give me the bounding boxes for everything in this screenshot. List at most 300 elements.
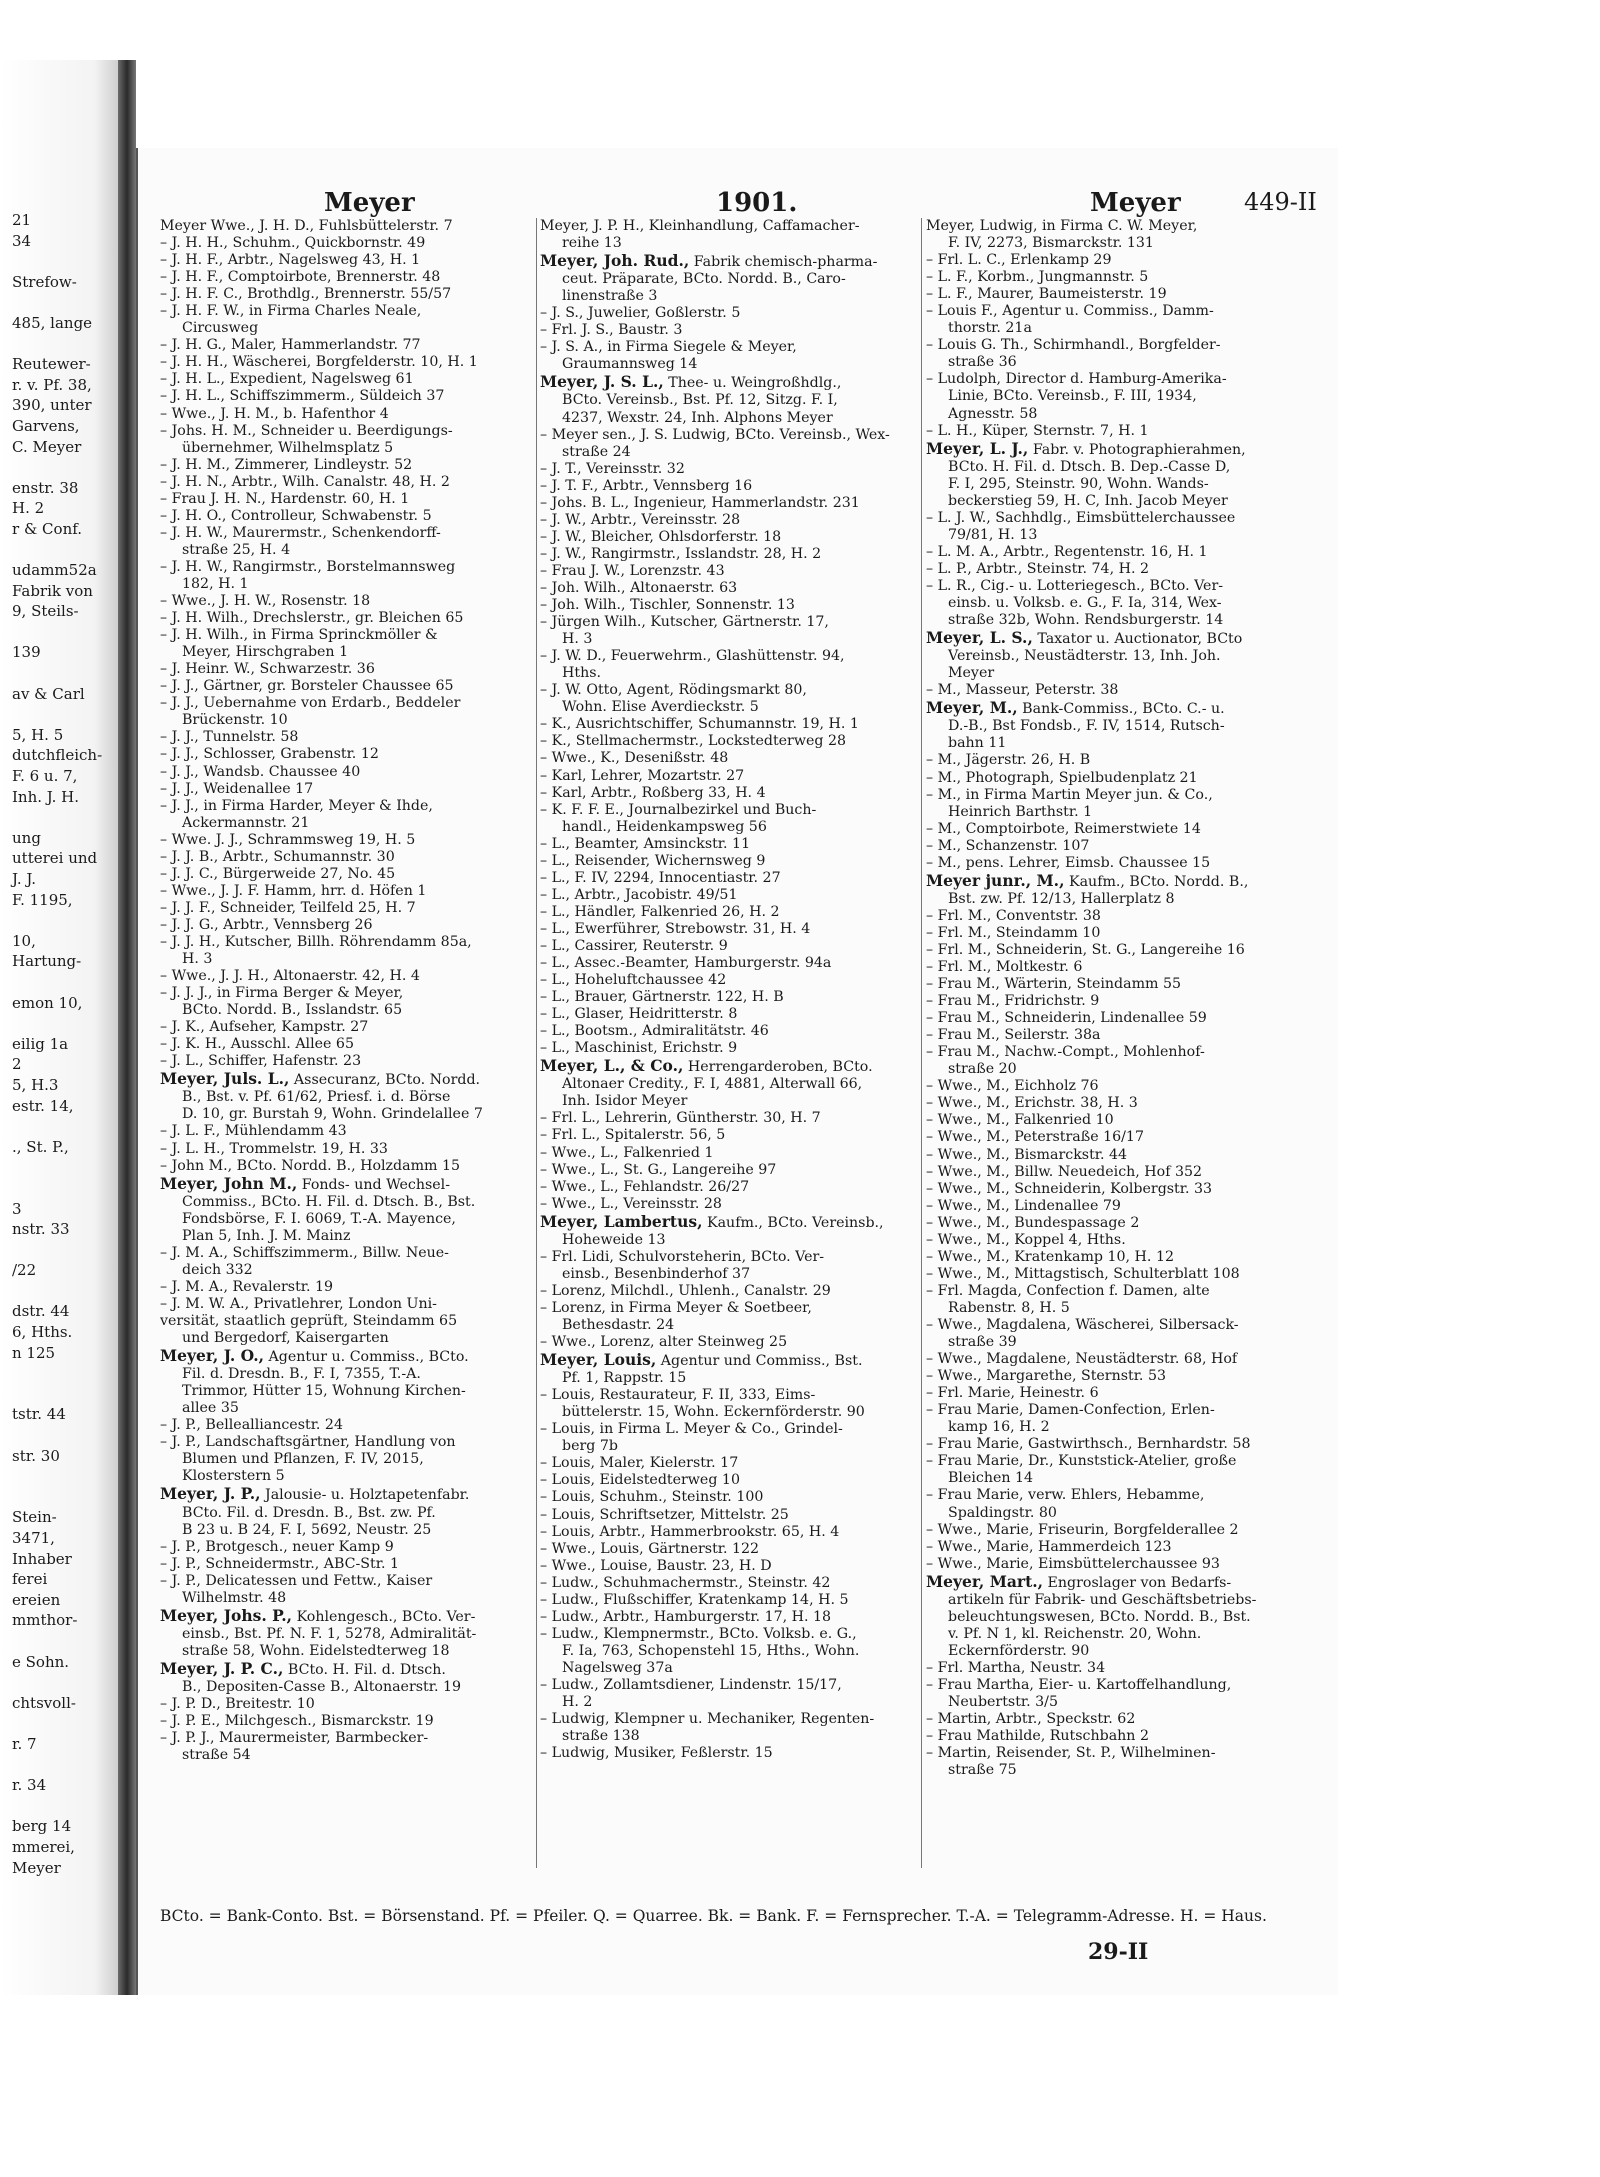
entry-text: – Frl. J. S., Baustr. 3 (540, 322, 683, 339)
entry-text: – L., Reisender, Wichernsweg 9 (540, 852, 766, 869)
directory-entry-line (926, 218, 1318, 235)
entry-text: – Frau Marie, Gastwirthsch., Bernhardstr. 58 (926, 1436, 1251, 1453)
directory-entry-line (540, 1455, 924, 1472)
directory-entry-line (160, 559, 538, 576)
entry-headline (540, 1057, 924, 1076)
entry-text: – L., Händler, Falkenried 26, H. 2 (540, 903, 780, 920)
directory-entry-line (926, 406, 1318, 423)
entry-text: – J. H. O., Controlleur, Schwabenstr. 5 (160, 507, 432, 524)
directory-entry-line (926, 1164, 1318, 1181)
entry-text: – Wwe., J. H. M., b. Hafenthor 4 (160, 405, 389, 422)
directory-entry-line (926, 1266, 1318, 1283)
left-fragment-line: udamm52a (12, 561, 97, 580)
left-fragment-line: enstr. 38 (12, 478, 79, 497)
entry-text: straße 39 (948, 1334, 1017, 1351)
entry-text: – L., Arbtr., Jacobistr. 49/51 (540, 886, 738, 903)
entry-text: BCto. Vereinsb., Bst. Pf. 12, Sitzg. F. I, (562, 392, 838, 409)
entry-text: – Wwe., Margarethe, Sternstr. 53 (926, 1368, 1167, 1385)
directory-entry-line (540, 1006, 924, 1023)
directory-entry-line (926, 1762, 1318, 1779)
directory-entry-line (540, 1541, 924, 1558)
entry-text: – L. F., Maurer, Baumeisterstr. 19 (926, 286, 1167, 303)
entry-text: – Wwe., L., St. G., Langereihe 97 (540, 1161, 777, 1178)
directory-entry-line (540, 1317, 924, 1334)
entry-text: – Wwe., M., Bismarckstr. 44 (926, 1146, 1128, 1163)
directory-entry-line (160, 235, 538, 252)
entry-text: BCto. H. Fil. d. Dtsch. (283, 1661, 446, 1678)
directory-entry-line (540, 819, 924, 836)
entry-text: – L., Glaser, Heidritterstr. 8 (540, 1006, 738, 1023)
entry-headline (926, 1573, 1318, 1592)
entry-text: straße 20 (948, 1061, 1017, 1078)
entry-text: – Frau M., Schneiderin, Lindenallee 59 (926, 1010, 1207, 1027)
directory-entry-line (160, 525, 538, 542)
directory-entry-line (160, 371, 538, 388)
entry-text: – L. J. W., Sachhdlg., Eimsbüttelerchaussee (926, 509, 1236, 526)
entry-text: Fil. d. Dresdn. B., F. I, 7355, T.-A. (182, 1366, 421, 1383)
entry-text: – J. M. A., Revalerstr. 19 (160, 1278, 334, 1295)
entry-text: thorstr. 21a (948, 320, 1032, 337)
entry-text: – L., Brauer, Gärtnerstr. 122, H. B (540, 989, 784, 1006)
left-fragment-line (12, 457, 118, 478)
directory-entry-line (160, 388, 538, 405)
entry-text: – M., Comptoirbote, Reimerstwiete 14 (926, 820, 1201, 837)
entry-text: Circusweg (182, 320, 259, 337)
entry-text: – J. J., Weidenallee 17 (160, 780, 314, 797)
entry-headline (540, 373, 924, 392)
entry-text: – Wwe., L., Fehlandstr. 26/27 (540, 1178, 750, 1195)
directory-entry-line (160, 1019, 538, 1036)
entry-headline (926, 699, 1318, 718)
entry-text: – Wwe., M., Billw. Neuedeich, Hof 352 (926, 1163, 1203, 1180)
entry-text: – Frl. M., Conventstr. 38 (926, 907, 1101, 924)
directory-entry-line (540, 1023, 924, 1040)
entry-text: – L., Bootsm., Admiralitätstr. 46 (540, 1023, 769, 1040)
directory-entry-line (926, 1385, 1318, 1402)
directory-entry-line (926, 1677, 1318, 1694)
directory-entry-line (160, 1730, 538, 1747)
entry-text: – L., F. IV, 2294, Innocentiastr. 27 (540, 869, 781, 886)
entry-text: – J. H. Wilh., in Firma Sprinckmöller & (160, 627, 438, 644)
entry-text: D.-B., Bst Fondsb., F. IV, 1514, Rutsch- (948, 718, 1225, 735)
entry-text: – Wwe., M., Mittagstisch, Schulterblatt 108 (926, 1265, 1240, 1282)
entry-text: – Ludolph, Director d. Hamburg-Amerika- (926, 371, 1227, 388)
directory-entry-line (160, 678, 538, 695)
directory-entry-line (160, 337, 538, 354)
left-fragment-line: H. 2 (12, 499, 45, 518)
entry-text: – Wwe., M., Peterstraße 16/17 (926, 1129, 1144, 1146)
directory-entry-line (160, 781, 538, 798)
left-fragment-line (12, 1363, 118, 1384)
entry-text: – J. P., Bellealliancestr. 24 (160, 1417, 343, 1434)
left-fragment-line: Reutewer- (12, 355, 91, 374)
entry-text: – Louis F., Agentur u. Commiss., Damm- (926, 303, 1214, 320)
left-fragment-line: e Sohn. (12, 1652, 70, 1671)
entry-text: – Wwe., Louise, Baustr. 23, H. D (540, 1557, 772, 1574)
abbreviation-legend: BCto. = Bank-Conto. Bst. = Börsenstand. Pf. = Pfeiler. Q. = Quarree. Bk. = Bank. F. = Fernsprecher. T.-A. = Telegramm-Adresse. H. = Haus. (160, 1907, 1267, 1925)
directory-entry-line (926, 1522, 1318, 1539)
entry-text: – J. W., Arbtr., Vereinsstr. 28 (540, 511, 741, 528)
directory-entry-line (160, 1468, 538, 1485)
directory-entry-line (160, 1590, 538, 1607)
entry-name: Meyer, Joh. Rud., (540, 252, 690, 271)
entry-text: Fondsbörse, F. I. 6069, T.-A. Mayence, (182, 1210, 456, 1227)
entry-text: Engroslager von Bedarfs- (1043, 1574, 1232, 1591)
left-fragment-line: dstr. 44 (12, 1302, 70, 1321)
directory-entry-line (926, 855, 1318, 872)
entry-text: Inh. Isidor Meyer (562, 1093, 688, 1110)
entry-text: – M., Masseur, Peterstr. 38 (926, 682, 1119, 699)
entry-text: – J. P. J., Maurermeister, Barmbecker- (160, 1730, 429, 1747)
entry-text: Hths. (562, 665, 602, 682)
entry-text: übernehmer, Wilhelmsplatz 5 (182, 439, 394, 456)
left-fragment-line (12, 540, 118, 561)
left-fragment-line: r. 7 (12, 1734, 37, 1753)
left-fragment-line: r. v. Pf. 38, (12, 375, 92, 394)
left-fragment-line: Stein- (12, 1508, 57, 1527)
directory-entry-line (926, 595, 1318, 612)
entry-text: F. Ia, 763, Schopenstehl 15, Hths., Wohn. (562, 1642, 860, 1659)
directory-entry-line (540, 495, 924, 512)
directory-entry-line (160, 1400, 538, 1417)
entry-text: Assecuranz, BCto. Nordd. (289, 1072, 481, 1089)
directory-entry-line (926, 1317, 1318, 1334)
entry-text: B., Bst. v. Pf. 61/62, Priesf. i. d. Börse (182, 1089, 451, 1106)
left-fragment-line (12, 1796, 118, 1817)
left-fragment-line: J. J. (12, 870, 37, 888)
entry-headline (160, 1070, 538, 1089)
directory-entry-line (160, 286, 538, 303)
directory-entry-line (160, 729, 538, 746)
left-fragment-line: Inh. J. H. (12, 787, 80, 806)
directory-entry-line (540, 1660, 924, 1677)
left-fragment-line: nstr. 33 (12, 1220, 70, 1239)
directory-entry-line (160, 798, 538, 815)
entry-text: F. IV, 2273, Bismarckstr. 131 (948, 235, 1154, 252)
directory-entry-line (540, 665, 924, 682)
directory-entry-line (160, 593, 538, 610)
entry-text: Kohlengesch., BCto. Ver- (292, 1608, 476, 1625)
entry-name: Meyer junr., M., (926, 871, 1065, 890)
entry-text: Kaufm., BCto. Nordd. B., (1064, 873, 1249, 890)
directory-entry-line (926, 1626, 1318, 1643)
entry-text: Pf. 1, Rappstr. 15 (562, 1370, 687, 1387)
entry-text: BCto. Nordd. B., Isslandstr. 65 (182, 1002, 403, 1019)
entry-text: Agentur und Commiss., Bst. (656, 1353, 863, 1370)
directory-entry-line (540, 1507, 924, 1524)
left-fragment-line: Hartung- (12, 952, 82, 971)
directory-entry-line (540, 1283, 924, 1300)
directory-entry-line (540, 1334, 924, 1351)
entry-text: – L., Maschinist, Erichstr. 9 (540, 1040, 738, 1057)
entry-text: – Wwe., Magdalena, Wäscherei, Silbersack- (926, 1317, 1239, 1333)
directory-entry-line (160, 712, 538, 729)
directory-entry-line (926, 510, 1318, 527)
entry-text: – J. J. B., Arbtr., Schumannstr. 30 (160, 848, 395, 865)
left-fragment-line: F. 6 u. 7, (12, 767, 78, 786)
entry-text: – J. J., Uebernahme von Erdarb., Beddeler (160, 695, 461, 712)
left-fragment-line: dutchfleich- (12, 746, 103, 765)
directory-entry-line (926, 252, 1318, 269)
entry-text: – J. H. F., Comptoirbote, Brennerstr. 48 (160, 269, 441, 286)
directory-entry-line (540, 1524, 924, 1541)
entry-text: – J. J., in Firma Harder, Meyer & Ihde, (160, 797, 433, 814)
directory-entry-line (540, 288, 924, 305)
entry-text: – J. H. W., Maurermstr., Schenkendorff- (160, 524, 441, 541)
directory-entry-line (926, 1249, 1318, 1266)
entry-text: straße 25, H. 4 (182, 541, 291, 558)
directory-entry-line (160, 1626, 538, 1643)
directory-entry-line (160, 1279, 538, 1296)
directory-entry-line (540, 1370, 924, 1387)
entry-text: Bank-Commiss., BCto. C.- u. (1017, 701, 1225, 718)
directory-entry-line (160, 1053, 538, 1070)
directory-entry-line (540, 392, 924, 409)
left-fragment-line: 34 (12, 231, 32, 250)
entry-text: – Martin, Arbtr., Speckstr. 62 (926, 1711, 1136, 1728)
entry-text: – J. W., Bleicher, Ohlsdorferstr. 18 (540, 528, 782, 545)
entry-text: straße 138 (562, 1728, 640, 1745)
directory-entry-line (160, 1036, 538, 1053)
entry-name: Meyer, John M., (160, 1174, 298, 1193)
left-fragment-line (12, 663, 118, 684)
entry-text: – K. F. F. E., Journalbezirkel und Buch- (540, 801, 817, 818)
entry-text: – J. H. W., Rangirmstr., Borstelmannsweg (160, 558, 456, 575)
directory-entry-line (540, 750, 924, 767)
left-fragment-line: 3471, (12, 1529, 55, 1547)
entry-text: Agnesstr. 58 (948, 405, 1038, 422)
entry-text: Brückenstr. 10 (182, 712, 288, 729)
directory-entry-line (540, 870, 924, 887)
entry-text: Linie, BCto. Vereinsb., F. III, 1934, (948, 388, 1197, 405)
directory-entry-line (540, 887, 924, 904)
left-fragment-line (12, 1281, 118, 1302)
directory-entry-line (160, 1262, 538, 1279)
directory-entry-line (160, 423, 538, 440)
directory-entry-line (160, 320, 538, 337)
directory-entry-line (926, 1436, 1318, 1453)
entry-text: 79/81, H. 13 (948, 526, 1038, 543)
directory-entry-line (926, 821, 1318, 838)
directory-entry-line (926, 544, 1318, 561)
directory-entry-line (160, 1211, 538, 1228)
entry-text: – Wwe., Louis, Gärtnerstr. 122 (540, 1540, 760, 1557)
directory-entry-line (926, 1147, 1318, 1164)
entry-text: Meyer, J. P. H., Kleinhandlung, Caffamacher- (540, 218, 860, 234)
left-fragment-line (12, 1631, 118, 1652)
entry-text: – Meyer sen., J. S. Ludwig, BCto. Vereinsb., Wex- (540, 426, 890, 443)
directory-entry-line (160, 934, 538, 951)
left-fragment-line: emon 10, (12, 993, 83, 1012)
directory-entry-line (926, 1283, 1318, 1300)
directory-entry-line (540, 836, 924, 853)
directory-entry-line (540, 1076, 924, 1093)
directory-entry-line (926, 787, 1318, 804)
entry-text: – J. J. F., Schneider, Teilfeld 25, H. 7 (160, 899, 416, 916)
entry-text: – Johs. B. L., Ingenieur, Hammerlandstr. 231 (540, 494, 860, 511)
entry-text: bahn 11 (948, 735, 1007, 752)
directory-entry-line (540, 1421, 924, 1438)
left-fragment-line: chtsvoll- (12, 1693, 76, 1712)
directory-entry-line (160, 1158, 538, 1175)
directory-entry-line (160, 1123, 538, 1140)
directory-entry-line (160, 508, 538, 525)
directory-entry-line (926, 578, 1318, 595)
entry-text: – Ludw., Schuhmachermstr., Steinstr. 42 (540, 1574, 831, 1591)
entry-text: v. Pf. N 1, kl. Reichenstr. 20, Wohn. (948, 1625, 1202, 1642)
directory-entry-line (540, 1626, 924, 1643)
directory-entry-line (540, 682, 924, 699)
directory-entry-line (160, 1505, 538, 1522)
directory-entry-line (540, 989, 924, 1006)
directory-entry-line (160, 610, 538, 627)
directory-entry-line (160, 1451, 538, 1468)
directory-entry-line (540, 1489, 924, 1506)
entry-text: – Frl. M., Moltkestr. 6 (926, 959, 1083, 976)
directory-entry-line (926, 1078, 1318, 1095)
entry-text: Agentur u. Commiss., BCto. (264, 1349, 469, 1366)
entry-text: Meyer, Ludwig, in Firma C. W. Meyer, (926, 218, 1198, 234)
directory-entry-line (160, 764, 538, 781)
left-fragment-line (12, 1672, 118, 1693)
entry-name: Meyer, J. O., (160, 1347, 265, 1366)
directory-entry-line (926, 1215, 1318, 1232)
entry-name: Meyer, L., & Co., (540, 1057, 684, 1076)
directory-entry-line (926, 1592, 1318, 1609)
directory-entry-line (160, 1696, 538, 1713)
entry-text: – J. H. F. W., in Firma Charles Neale, (160, 303, 422, 320)
entry-text: B., Depositen-Casse B., Altonaerstr. 19 (182, 1678, 462, 1695)
entry-text: – Frau J. W., Lorenzstr. 43 (540, 562, 725, 579)
entry-text: – Lorenz, Milchdl., Uhlenh., Canalstr. 29 (540, 1282, 831, 1299)
left-fragment-line (12, 1384, 118, 1405)
entry-text: – Karl, Lehrer, Mozartstr. 27 (540, 767, 745, 784)
entry-text: straße 24 (562, 443, 631, 460)
entry-text: – J. L. H., Trommelstr. 19, H. 33 (160, 1140, 388, 1157)
directory-entry-line (540, 427, 924, 444)
entry-text: linenstraße 3 (562, 288, 658, 305)
directory-entry-line (926, 561, 1318, 578)
entry-text: – J. P. D., Breitestr. 10 (160, 1696, 315, 1713)
entry-text: straße 75 (948, 1762, 1017, 1779)
directory-entry-line (160, 1522, 538, 1539)
entry-text: – J. W., Rangirmstr., Isslandstr. 28, H. 2 (540, 545, 822, 562)
entry-text: Neubertstr. 3/5 (948, 1694, 1058, 1711)
directory-entry-line (160, 1141, 538, 1158)
directory-entry-line (926, 235, 1318, 252)
entry-name: Meyer, Juls. L., (160, 1070, 290, 1089)
left-fragment-line (12, 1013, 118, 1034)
left-fragment-line: r & Conf. (12, 519, 83, 538)
entry-text: – M., Schanzenstr. 107 (926, 837, 1090, 854)
directory-entry-line (926, 1711, 1318, 1728)
directory-entry-line (160, 491, 538, 508)
entry-text: – Joh. Wilh., Altonaerstr. 63 (540, 579, 738, 596)
entry-text: – L. H., Küper, Sternstr. 7, H. 1 (926, 422, 1149, 439)
left-fragment-line (12, 1116, 118, 1137)
directory-entry-line (540, 1404, 924, 1421)
entry-text: – Wwe., M., Bundespassage 2 (926, 1214, 1140, 1231)
entry-text: kamp 16, H. 2 (948, 1419, 1050, 1436)
directory-entry-line (540, 614, 924, 631)
entry-text: versität, staatlich geprüft, Steindamm 65 (160, 1313, 458, 1329)
entry-headline (160, 1607, 538, 1626)
entry-text: Altonaer Credity., F. I, 4881, Alterwall 66, (562, 1076, 863, 1093)
entry-text: straße 32b, Wohn. Rendsburgerstr. 14 (948, 612, 1224, 629)
entry-text: straße 36 (948, 354, 1017, 371)
directory-entry-line (926, 388, 1318, 405)
entry-text: – J. T., Vereinsstr. 32 (540, 460, 685, 477)
entry-text: – Wwe., Lorenz, alter Steinweg 25 (540, 1334, 788, 1351)
left-fragment-line: Fabrik von (12, 581, 93, 600)
directory-entry-line (160, 832, 538, 849)
entry-text: – Wwe., M., Eichholz 76 (926, 1078, 1099, 1095)
directory-entry-line (540, 648, 924, 665)
entry-headline (540, 252, 924, 271)
left-fragment-line (12, 622, 118, 643)
entry-text: – J. P. E., Milchgesch., Bismarckstr. 19 (160, 1713, 434, 1730)
entry-text: – Frau M., Nachw.-Compt., Mohlenhof- (926, 1044, 1205, 1061)
entry-text: – Frl. L., Spitalerstr. 56, 5 (540, 1127, 726, 1144)
entry-text: reihe 13 (562, 235, 622, 252)
entry-headline (160, 1175, 538, 1194)
directory-entry-line (926, 371, 1318, 388)
directory-entry-line (926, 804, 1318, 821)
entry-text: – Ludw., Flußschiffer, Kratenkamp 14, H. 5 (540, 1591, 849, 1608)
left-fragment-line: ferei (12, 1570, 48, 1589)
entry-text: – Wwe., Marie, Hammerdeich 123 (926, 1538, 1172, 1555)
left-fragment-line: Inhaber (12, 1549, 72, 1568)
entry-text: Wilhelmstr. 48 (182, 1589, 287, 1606)
entry-text: – J. S., Juwelier, Goßlerstr. 5 (540, 305, 741, 322)
entry-text: – L. R., Cig.- u. Lotteriegesch., BCto. Ver- (926, 577, 1224, 594)
directory-entry-line (540, 478, 924, 495)
entry-name: Meyer, Johs. P., (160, 1606, 293, 1625)
entry-text: – Frl. Martha, Neustr. 34 (926, 1659, 1106, 1676)
entry-text: F. I, 295, Steinstr. 90, Wohn. Wands- (948, 475, 1209, 492)
left-fragment-line: ereien (12, 1590, 61, 1609)
left-fragment-line: 5, H.3 (12, 1075, 59, 1094)
entry-text: – M., Jägerstr. 26, H. B (926, 752, 1091, 769)
entry-name: Meyer, Louis, (540, 1351, 657, 1370)
left-fragment-line: F. 1195, (12, 890, 73, 909)
entry-text: – J. W. Otto, Agent, Rödingsmarkt 80, (540, 682, 807, 699)
directory-entry-line (160, 1556, 538, 1573)
directory-entry-line (540, 1694, 924, 1711)
entry-text: – Frl. Magda, Confection f. Damen, alte (926, 1282, 1210, 1299)
directory-entry-line (540, 1196, 924, 1213)
left-fragment-line: Garvens, (12, 416, 80, 435)
entry-text: – Wwe., J. H. W., Rosenstr. 18 (160, 593, 371, 610)
header-right-keyword: Meyer (1090, 188, 1181, 218)
entry-text: – Frau M., Fridrichstr. 9 (926, 993, 1100, 1010)
entry-text: – John M., BCto. Nordd. B., Holzdamm 15 (160, 1157, 461, 1174)
entry-text: – J. H. L., Schiffszimmerm., Süldeich 37 (160, 388, 445, 405)
entry-headline (540, 1351, 924, 1370)
directory-entry-line (540, 1609, 924, 1626)
left-fragment-line (12, 704, 118, 725)
directory-entry-line (926, 942, 1318, 959)
directory-entry-line (540, 904, 924, 921)
entry-text: – Wwe., Marie, Eimsbüttelerchaussee 93 (926, 1555, 1220, 1572)
left-fragment-line (12, 251, 118, 272)
directory-entry-line (540, 1472, 924, 1489)
entry-text: straße 58, Wohn. Eidelstedterweg 18 (182, 1642, 450, 1659)
directory-entry-line (926, 1300, 1318, 1317)
directory-entry-line (160, 269, 538, 286)
entry-text: – J. K., Aufseher, Kampstr. 27 (160, 1019, 369, 1036)
entry-text: BCto. H. Fil. d. Dtsch. B. Dep.-Casse D, (948, 458, 1231, 475)
